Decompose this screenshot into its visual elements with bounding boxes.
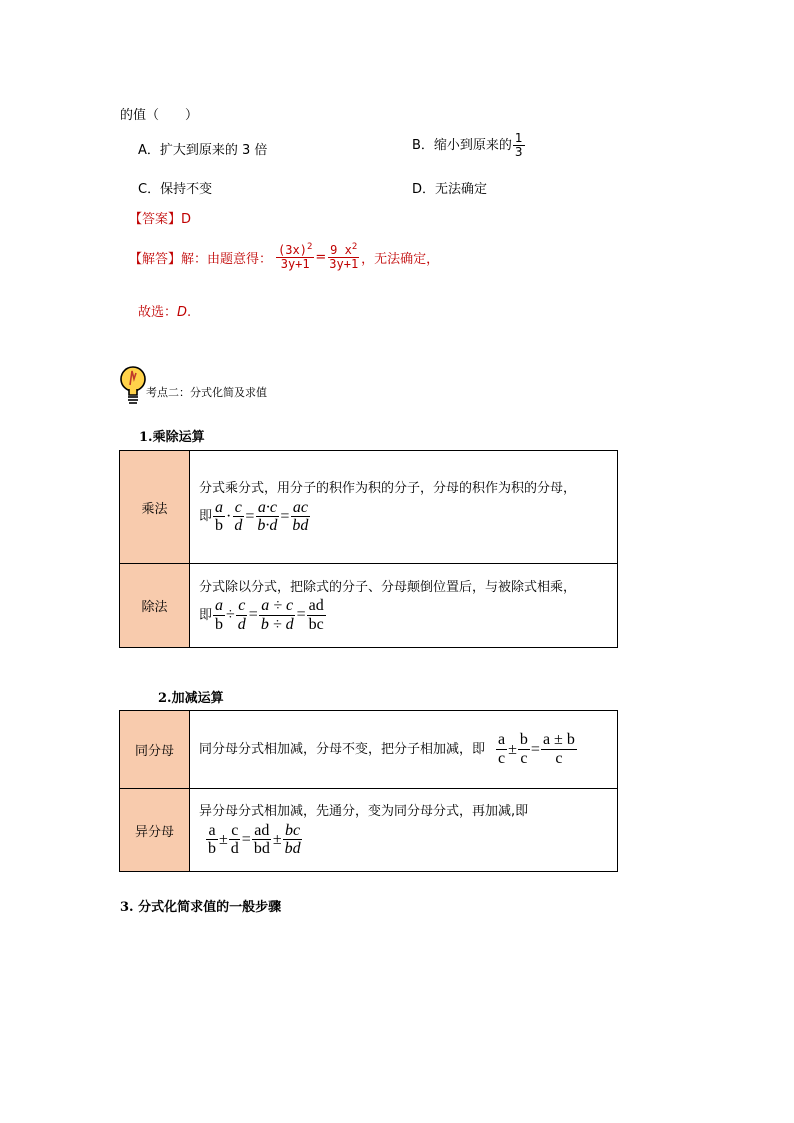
option-b bbox=[412, 132, 526, 159]
mul-div-table bbox=[119, 450, 618, 648]
div-eq1: = bbox=[248, 606, 258, 624]
mul-f3-den: b·d bbox=[257, 517, 278, 535]
solution-equals: = bbox=[315, 249, 327, 265]
mul-eq1: = bbox=[245, 507, 255, 525]
option-b-numerator: 1 bbox=[514, 131, 523, 145]
diff-f2-num: c bbox=[231, 821, 239, 839]
diff-op: ± bbox=[219, 830, 228, 848]
mul-f2-den: d bbox=[234, 517, 243, 535]
same-frac-3 bbox=[541, 731, 577, 767]
diff-frac-3 bbox=[252, 822, 272, 858]
mul-f1-num: a bbox=[215, 498, 224, 516]
diff-denom-formula bbox=[191, 822, 616, 858]
mul-frac-3 bbox=[255, 499, 279, 535]
same-f1-num: a bbox=[498, 731, 506, 749]
frac1-exponent: 2 bbox=[306, 242, 313, 252]
option-c: C．保持不变 bbox=[138, 182, 213, 197]
diff-f2-den: d bbox=[230, 840, 239, 858]
same-denom-label: 同分母 bbox=[120, 711, 190, 789]
div-prefix: 即 bbox=[199, 607, 213, 623]
mul-content bbox=[190, 451, 618, 564]
mul-frac-1 bbox=[213, 499, 225, 535]
div-frac-1 bbox=[213, 597, 225, 633]
option-b-fraction bbox=[513, 132, 525, 159]
solution-fraction-2 bbox=[327, 243, 360, 271]
question-stem: 的值（ ） bbox=[120, 108, 199, 123]
steps-heading: 3. 分式化简求值的一般步骤 bbox=[120, 900, 282, 915]
div-f1-num: a bbox=[215, 597, 224, 615]
diff-f3-den: bd bbox=[253, 840, 270, 858]
mul-div-heading: 1.乘除运算 bbox=[139, 430, 205, 445]
div-f2-num: c bbox=[238, 597, 246, 615]
mul-label: 乘法 bbox=[120, 451, 190, 564]
div-f3-num: a ÷ c bbox=[261, 597, 294, 615]
mul-prefix: 即 bbox=[199, 509, 213, 524]
diff-f4-den: bd bbox=[284, 840, 301, 858]
choice-prefix: 故选： bbox=[138, 305, 178, 320]
div-op: ÷ bbox=[226, 606, 235, 624]
frac1-numerator: (3x) bbox=[278, 243, 307, 257]
solution-intro: 解：由题意得： bbox=[181, 251, 273, 267]
option-b-text: B．缩小到原来的 bbox=[412, 138, 512, 154]
choice-suffix: . bbox=[187, 305, 192, 320]
same-f3-den: c bbox=[555, 750, 563, 767]
div-eq2: = bbox=[296, 606, 306, 624]
add-sub-table bbox=[119, 710, 618, 872]
div-f1-den: b bbox=[215, 615, 224, 633]
diff-op2: ± bbox=[272, 830, 282, 848]
answer-line bbox=[129, 208, 191, 227]
answer-label: 【答案】 bbox=[129, 212, 182, 227]
div-f3-den: b ÷ d bbox=[260, 615, 294, 633]
add-sub-heading: 2.加减运算 bbox=[158, 691, 224, 706]
diff-denom-label: 异分母 bbox=[120, 789, 190, 872]
diff-f1-den: b bbox=[208, 840, 216, 858]
choice-value: D bbox=[177, 305, 188, 320]
table-row bbox=[120, 789, 618, 872]
mul-f3-num: a·c bbox=[257, 498, 277, 516]
div-f4-num: ad bbox=[308, 597, 324, 615]
same-f2-den: c bbox=[520, 750, 528, 767]
frac2-exponent: 2 bbox=[351, 242, 358, 252]
mul-f2-num: c bbox=[234, 498, 242, 516]
diff-eq: = bbox=[241, 830, 251, 848]
table-row bbox=[120, 564, 618, 648]
lightbulb-icon bbox=[118, 365, 148, 407]
frac2-numerator: 9 x bbox=[330, 243, 352, 257]
div-content bbox=[190, 564, 618, 648]
diff-denom-rule-text: 异分母分式相加减，先通分，变为同分母分式，再加减,即 bbox=[199, 804, 529, 820]
solution-conclusion: ，无法确定， bbox=[361, 251, 440, 267]
option-a: A．扩大到原来的 3 倍 bbox=[138, 143, 268, 158]
diff-f4-num: bc bbox=[285, 821, 301, 839]
diff-f3-num: ad bbox=[254, 821, 270, 839]
table-row bbox=[120, 451, 618, 564]
same-eq: = bbox=[530, 740, 540, 758]
option-b-denominator: 3 bbox=[514, 145, 523, 160]
same-op: ± bbox=[508, 740, 517, 758]
diff-denom-content bbox=[190, 789, 618, 872]
mul-op: · bbox=[226, 507, 232, 525]
mul-f4-den: bd bbox=[292, 517, 309, 535]
same-denom-formula bbox=[191, 731, 616, 767]
same-denom-content bbox=[190, 711, 618, 789]
div-f2-den: d bbox=[237, 615, 246, 633]
solution-label: 【解答】 bbox=[129, 251, 182, 267]
frac2-denominator: 3y+1 bbox=[329, 257, 359, 272]
div-rule-text: 分式除以分式，把除式的分子、分母颠倒位置后，与被除式相乘， bbox=[199, 579, 577, 595]
same-f3-num: a ± b bbox=[542, 731, 575, 749]
mul-f4-num: ac bbox=[292, 498, 308, 516]
solution-choice bbox=[138, 301, 191, 320]
mul-rule-text: 分式乘分式，用分子的积作为积的分子，分母的积作为积的分母， bbox=[199, 481, 577, 497]
mul-formula bbox=[191, 499, 616, 535]
div-formula bbox=[191, 597, 616, 633]
solution-fraction-1 bbox=[276, 243, 314, 271]
same-frac-1 bbox=[496, 731, 507, 767]
diff-f1-num: a bbox=[208, 821, 216, 839]
table-row bbox=[120, 711, 618, 789]
mul-frac-4 bbox=[290, 499, 310, 535]
option-d: D．无法确定 bbox=[412, 182, 488, 197]
section-title: 考点二：分式化简及求值 bbox=[146, 386, 267, 399]
solution-line bbox=[129, 243, 439, 271]
frac1-denominator: 3y+1 bbox=[280, 257, 310, 272]
div-frac-3 bbox=[259, 597, 296, 633]
answer-value: D bbox=[181, 212, 192, 227]
diff-frac-4 bbox=[283, 822, 303, 858]
div-label: 除法 bbox=[120, 564, 190, 648]
div-f4-den: bc bbox=[308, 615, 324, 633]
same-denom-rule-text: 同分母分式相加减，分母不变，把分子相加减，即 bbox=[199, 741, 486, 757]
same-f2-num: b bbox=[519, 731, 528, 749]
diff-frac-2 bbox=[229, 822, 241, 858]
diff-frac-1 bbox=[206, 822, 218, 858]
div-frac-4 bbox=[307, 597, 326, 633]
same-f1-den: c bbox=[498, 750, 506, 767]
mul-frac-2 bbox=[232, 499, 244, 535]
mul-eq2: = bbox=[280, 507, 290, 525]
mul-f1-den: b bbox=[215, 517, 224, 535]
div-frac-2 bbox=[236, 597, 248, 633]
same-frac-2 bbox=[518, 731, 530, 767]
